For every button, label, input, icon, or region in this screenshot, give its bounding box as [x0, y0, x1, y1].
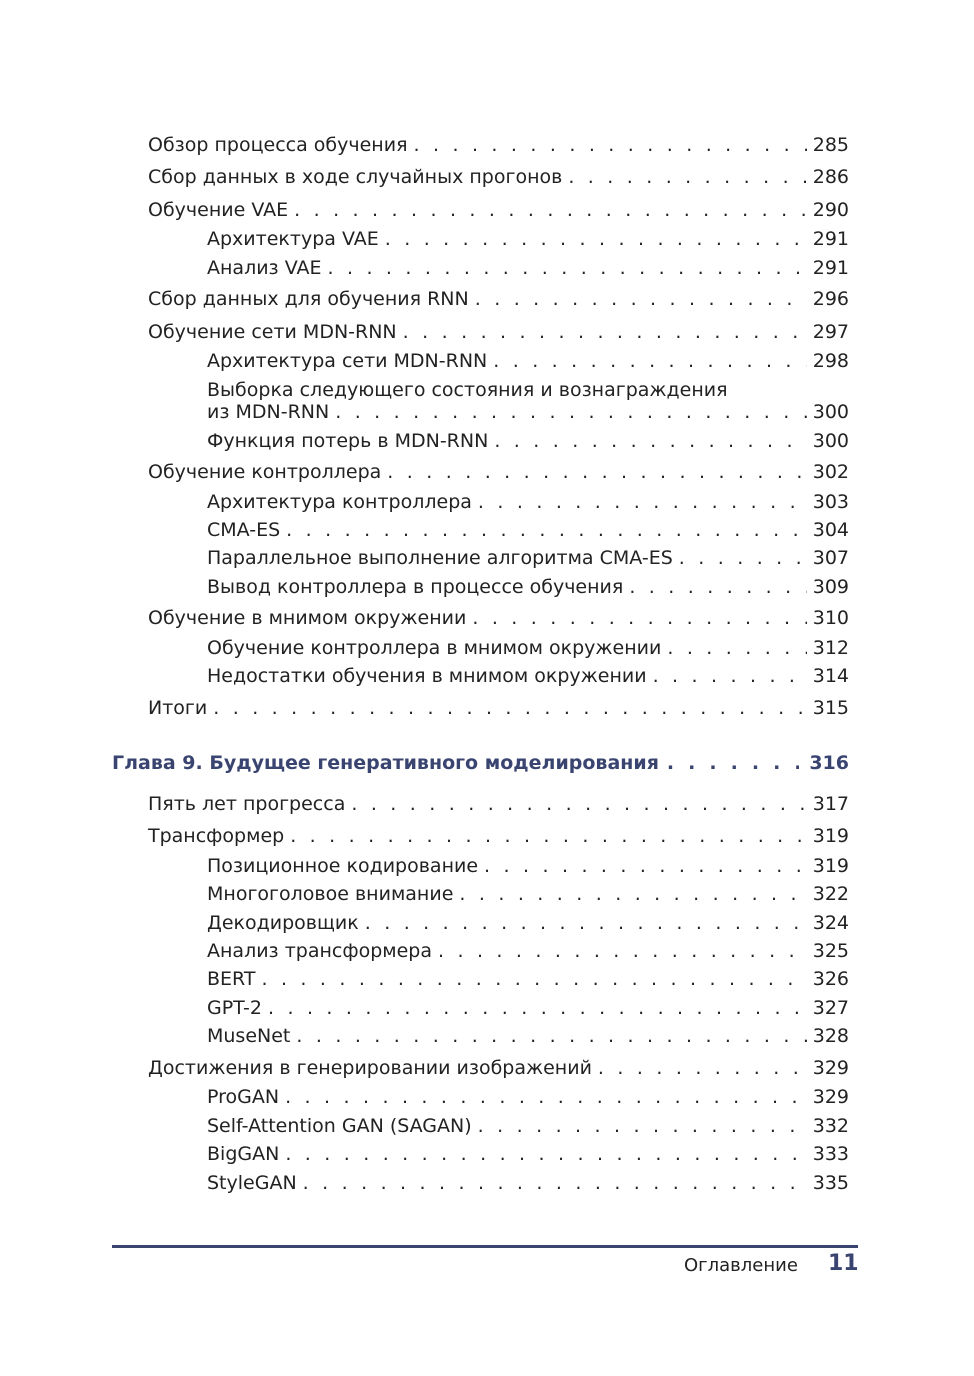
toc-entry-page: 335 [812, 1172, 849, 1194]
toc-entry-page: 286 [812, 166, 849, 188]
toc-entry-title: Обучение сети MDN-RNN [148, 321, 397, 343]
toc-entry-title: Анализ VAE [207, 257, 322, 279]
toc-entry-page: 315 [812, 697, 849, 719]
toc-entry-title: BERT [207, 968, 256, 990]
toc-entry-page: 307 [812, 547, 849, 569]
toc-entry [148, 697, 849, 719]
toc-subentry [207, 547, 849, 569]
toc-entry-page: 312 [812, 637, 849, 659]
toc-entry-page: 300 [812, 401, 849, 423]
running-footer-label: Оглавление [684, 1255, 798, 1276]
toc-subentry [207, 491, 849, 513]
toc-entry-page: 324 [812, 912, 849, 934]
toc-entry [148, 166, 849, 188]
toc-subentry [207, 576, 849, 598]
toc-entry-title-line1: Выборка следующего состояния и вознаграждения [207, 379, 728, 401]
toc-subentry [207, 1115, 849, 1137]
toc-entry-page: 314 [812, 665, 849, 687]
toc-entry-title: Обзор процесса обучения [148, 134, 408, 156]
toc-entry-title: CMA-ES [207, 519, 281, 541]
toc-entry-title: Self-Attention GAN (SAGAN) [207, 1115, 472, 1137]
leader-dots [285, 1086, 807, 1108]
toc-entry-title: Обучение контроллера в мнимом окружении [207, 637, 662, 659]
page-number: 11 [828, 1251, 859, 1276]
toc-subentry [207, 430, 849, 452]
leader-dots [213, 697, 806, 719]
toc-entry-page: 303 [812, 491, 849, 513]
leader-dots [414, 134, 807, 156]
footer-divider [112, 1245, 858, 1248]
toc-entry-page: 327 [812, 997, 849, 1019]
toc-entry-title: Функция потерь в MDN-RNN [207, 430, 489, 452]
leader-dots [294, 199, 807, 221]
toc-entry-title: ProGAN [207, 1086, 280, 1108]
leader-dots [667, 752, 799, 774]
toc-entry [148, 793, 849, 815]
toc-entry-title: Параллельное выполнение алгоритма CMA-ES [207, 547, 673, 569]
toc-entry-title: Обучение в мнимом окружении [148, 607, 467, 629]
toc-entry-title: Итоги [148, 697, 208, 719]
toc-entry-page: 319 [812, 825, 849, 847]
toc-entry-title: Трансформер [148, 825, 285, 847]
toc-subentry [207, 968, 849, 990]
toc-entry-title: Архитектура контроллера [207, 491, 472, 513]
toc-entry-page: 328 [812, 1025, 849, 1047]
toc-subentry [207, 883, 849, 905]
toc-subentry [207, 1143, 849, 1165]
toc-entry-title: Обучение контроллера [148, 461, 382, 483]
leader-dots [403, 321, 807, 343]
leader-dots [286, 519, 807, 541]
toc-entry-page: 296 [812, 288, 849, 310]
leader-dots [290, 825, 807, 847]
leader-dots [494, 430, 806, 452]
toc-entry [148, 288, 849, 310]
leader-dots [261, 968, 806, 990]
toc-subentry [207, 519, 849, 541]
toc-entry-title: Архитектура сети MDN-RNN [207, 350, 488, 372]
toc-entry-title: Архитектура VAE [207, 228, 379, 250]
toc-entry-title-line2: из MDN-RNN [207, 401, 330, 423]
leader-dots [459, 883, 806, 905]
toc-entry-title: Пять лет прогресса [148, 793, 346, 815]
toc-entry-title: MuseNet [207, 1025, 291, 1047]
toc-subentry [207, 637, 849, 659]
toc-entry-title: Декодировщик [207, 912, 359, 934]
leader-dots [296, 1025, 806, 1047]
toc-entry-page: 329 [812, 1057, 849, 1079]
toc-entry-page: 304 [812, 519, 849, 541]
leader-dots [629, 576, 806, 598]
leader-dots [268, 997, 807, 1019]
toc-subentry [207, 1172, 849, 1194]
toc-entry-page: 329 [812, 1086, 849, 1108]
toc-subentry [207, 1086, 849, 1108]
toc-entry-page: 325 [812, 940, 849, 962]
leader-dots [387, 461, 806, 483]
leader-dots [598, 1057, 807, 1079]
toc-entry-title: Сбор данных в ходе случайных прогонов [148, 166, 563, 188]
chapter-page: 316 [809, 752, 849, 774]
toc-subentry [207, 912, 849, 934]
toc-subentry-multiline [207, 379, 849, 423]
leader-dots [327, 257, 806, 279]
toc-entry-page: 317 [812, 793, 849, 815]
toc-entry-title: BigGAN [207, 1143, 280, 1165]
leader-dots [285, 1143, 806, 1165]
toc-entry-page: 291 [812, 257, 849, 279]
toc-entry [148, 1057, 849, 1079]
toc-entry-page: 332 [812, 1115, 849, 1137]
leader-dots [472, 607, 806, 629]
leader-dots [478, 491, 807, 513]
leader-dots [478, 1115, 807, 1137]
leader-dots [679, 547, 807, 569]
leader-dots [365, 912, 807, 934]
toc-entry-page: 309 [812, 576, 849, 598]
toc-entry-continuation [207, 401, 849, 423]
toc-entry-title: GPT-2 [207, 997, 262, 1019]
toc-subentry [207, 940, 849, 962]
toc-entry-title: Сбор данных для обучения RNN [148, 288, 469, 310]
toc-entry-page: 300 [812, 430, 849, 452]
toc-entry-title: Многоголовое внимание [207, 883, 454, 905]
leader-dots [493, 350, 806, 372]
toc-subentry [207, 350, 849, 372]
leader-dots [667, 637, 806, 659]
toc-subentry [207, 228, 849, 250]
toc-subentry [207, 665, 849, 687]
toc-subentry [207, 855, 849, 877]
toc-entry-page: 302 [812, 461, 849, 483]
toc-entry [148, 134, 849, 156]
toc-entry-page: 319 [812, 855, 849, 877]
toc-entry [148, 321, 849, 343]
toc-subentry [207, 997, 849, 1019]
toc-entry-title: Обучение VAE [148, 199, 289, 221]
toc-entry-title: Достижения в генерировании изображений [148, 1057, 592, 1079]
leader-dots [438, 940, 807, 962]
toc-entry-page: 297 [812, 321, 849, 343]
toc-entry-page: 290 [812, 199, 849, 221]
toc-entry-page: 285 [812, 134, 849, 156]
toc-entry-title: Недостатки обучения в мнимом окружении [207, 665, 647, 687]
toc-entry-page: 326 [812, 968, 849, 990]
toc-entry-title: StyleGAN [207, 1172, 297, 1194]
toc-entry-title: Анализ трансформера [207, 940, 432, 962]
toc-entry-title: Вывод контроллера в процессе обучения [207, 576, 624, 598]
leader-dots [568, 166, 806, 188]
toc-entry-page: 333 [812, 1143, 849, 1165]
toc-entry [148, 199, 849, 221]
toc-subentry [207, 257, 849, 279]
leader-dots [385, 228, 807, 250]
toc-entry [148, 825, 849, 847]
leader-dots [303, 1172, 807, 1194]
leader-dots [475, 288, 807, 310]
toc-entry-page: 298 [812, 350, 849, 372]
leader-dots [653, 665, 807, 687]
chapter-title: Глава 9. Будущее генеративного моделирования [112, 752, 659, 774]
toc-entry-page: 291 [812, 228, 849, 250]
toc-entry-page: 322 [812, 883, 849, 905]
leader-dots [335, 401, 807, 423]
toc-entry [148, 607, 849, 629]
toc-subentry [207, 1025, 849, 1047]
toc-entry [148, 461, 849, 483]
toc-entry-page: 310 [812, 607, 849, 629]
leader-dots [351, 793, 806, 815]
chapter-heading [112, 752, 849, 774]
toc-entry-title: Позиционное кодирование [207, 855, 479, 877]
leader-dots [484, 855, 807, 877]
